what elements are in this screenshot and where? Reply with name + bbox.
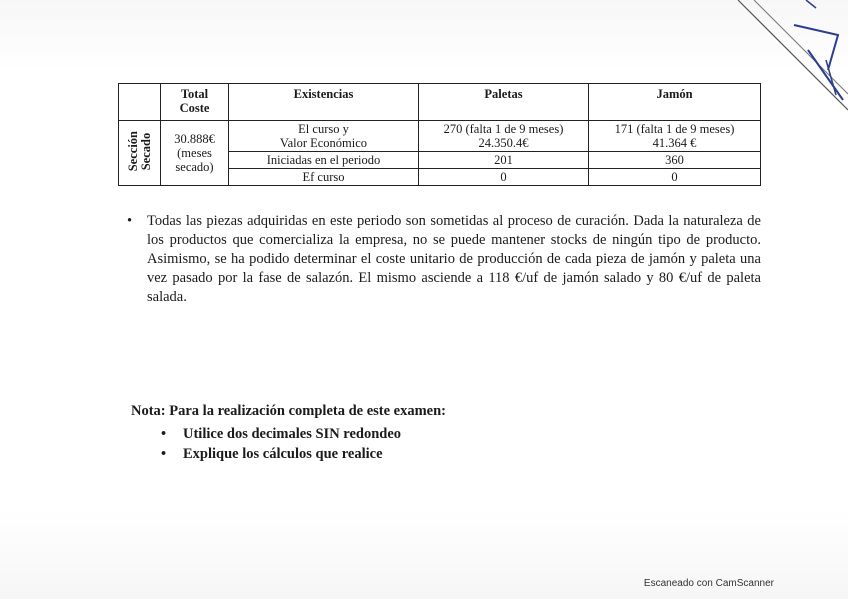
total-cost-cell: 30.888€ (meses secado) — [161, 121, 229, 186]
jamon-cell: 0 — [589, 169, 761, 186]
list-item: • Utilice dos decimales SIN redondeo — [161, 424, 446, 444]
section-label: Sección Secado — [125, 131, 153, 172]
existencias-cell: Ef curso — [229, 169, 419, 186]
scanner-footer: Escaneado con CamScanner — [643, 578, 774, 589]
jamon-cell: 171 (falta 1 de 9 meses) 41.364 € — [589, 121, 761, 152]
bullet-dot: • — [127, 213, 133, 229]
bullet-text: Todas las piezas adquiridas en este periodo son sometidas al proceso de curación. Dada la naturaleza de los productos que comercializa la empresa, no se puede mantener stocks de ningún tipo de producto. Asimismo, se ha podido determinar el coste unitario de producción de cada pieza de jamón y paleta una vez pasado por la fase de salazón. El mismo asciende a 118 €/uf de jamón salado y 80 €/uf de paleta salada. — [147, 213, 761, 305]
inventory-table — [118, 83, 761, 186]
bullet-paragraph — [127, 212, 761, 307]
header-empty — [119, 84, 161, 121]
table-row — [119, 121, 761, 152]
header-jamon: Jamón — [589, 84, 761, 121]
nota-list — [131, 424, 446, 464]
paletas-cell: 270 (falta 1 de 9 meses) 24.350.4€ — [419, 121, 589, 152]
existencias-cell: El curso y Valor Económico — [229, 121, 419, 152]
nota-title: Nota: Para la realización completa de este examen: — [131, 403, 447, 419]
list-item: • Explique los cálculos que realice — [161, 444, 446, 464]
header-total-coste: Total Coste — [161, 84, 229, 121]
existencias-cell: Iniciadas en el periodo — [229, 152, 419, 169]
nota-section — [131, 402, 446, 464]
section-label-cell — [119, 121, 161, 186]
jamon-cell: 360 — [589, 152, 761, 169]
paletas-cell: 0 — [419, 169, 589, 186]
header-existencias: Existencias — [229, 84, 419, 121]
paletas-cell: 201 — [419, 152, 589, 169]
table-header-row — [119, 84, 761, 121]
header-paletas: Paletas — [419, 84, 589, 121]
